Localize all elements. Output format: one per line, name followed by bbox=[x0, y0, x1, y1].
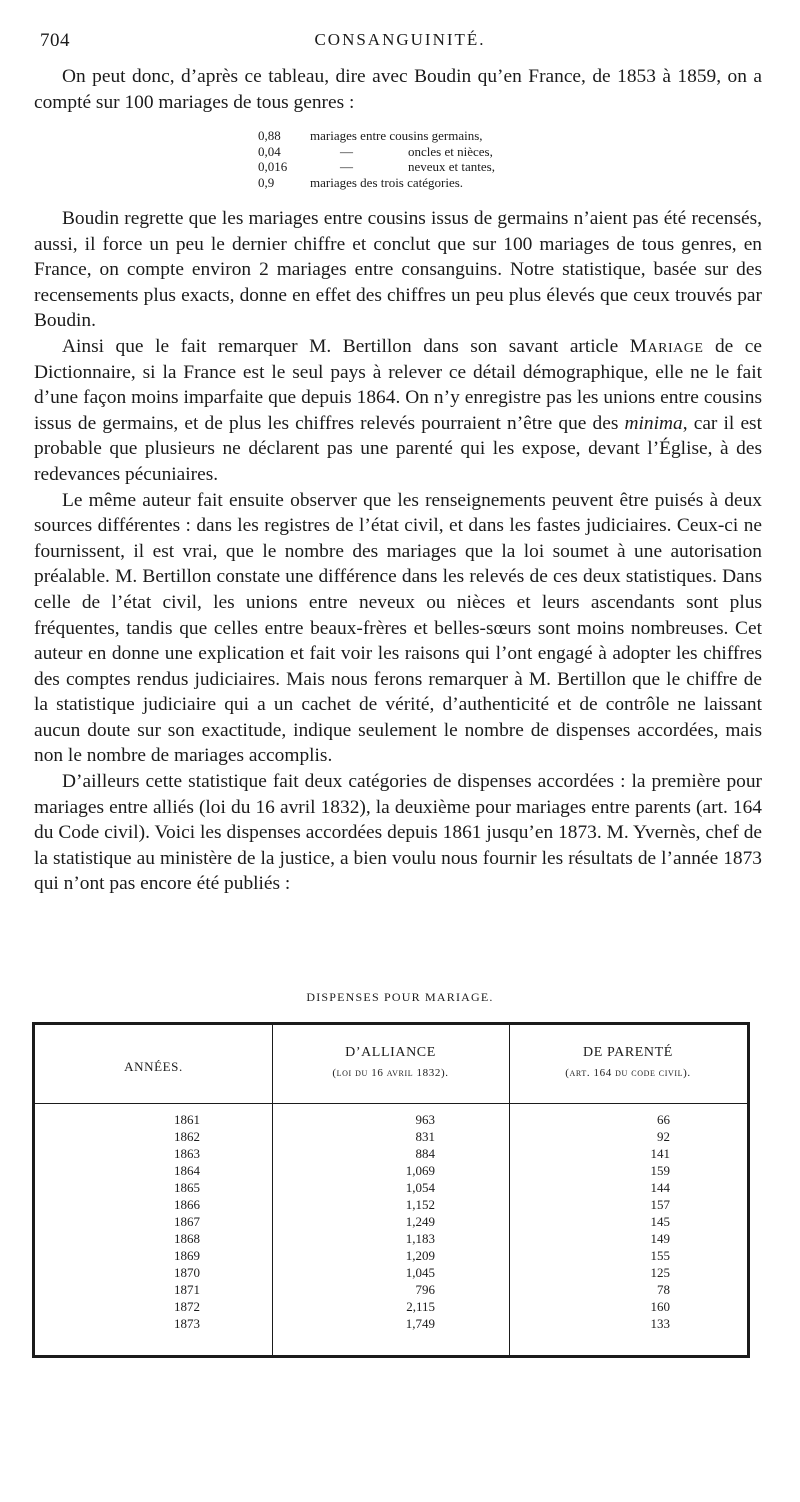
parente-cell: 92 bbox=[657, 1129, 670, 1144]
column-header-parente: DE PARENTÉ (art. 164 du code civil). bbox=[565, 1045, 691, 1079]
table-row bbox=[35, 1282, 747, 1299]
body-paragraph-2: Boudin regrette que les mariages entre cousins issus de germains n’aient pas été recensés, aussi, il force un peu le dernier chiffre et conclut que sur 100 mariages de tous genres, en France, on compte environ 2 mariages entre consanguins. Notre statistique, basée sur des recensements plus exacts, donne en effet des chiffres un peu plus élevés que ceux trouvés par Boudin. bbox=[34, 208, 762, 332]
table-row bbox=[35, 1197, 747, 1214]
table-row bbox=[35, 1129, 747, 1146]
parente-cell: 125 bbox=[650, 1265, 670, 1280]
year-cell: 1871 bbox=[174, 1282, 200, 1297]
year-cell: 1861 bbox=[174, 1112, 200, 1127]
table-row bbox=[35, 1231, 747, 1248]
year-cell: 1865 bbox=[174, 1180, 200, 1195]
year-cell: 1873 bbox=[174, 1316, 200, 1331]
year-cell: 1869 bbox=[174, 1248, 200, 1263]
parente-cell: 144 bbox=[650, 1180, 670, 1195]
table-caption: DISPENSES POUR MARIAGE. bbox=[306, 990, 494, 1004]
alliance-cell: 1,069 bbox=[405, 1163, 435, 1178]
parente-cell: 145 bbox=[650, 1214, 670, 1229]
parente-cell: 157 bbox=[650, 1197, 670, 1212]
year-cell: 1862 bbox=[174, 1129, 200, 1144]
stat-row: 0,016 — neveux et tantes, bbox=[258, 159, 495, 174]
year-cell: 1870 bbox=[174, 1265, 200, 1280]
alliance-cell: 831 bbox=[415, 1129, 435, 1144]
alliance-cell: 1,045 bbox=[405, 1265, 435, 1280]
parente-cell: 160 bbox=[650, 1299, 670, 1314]
body-paragraph-1: On peut donc, d’après ce tableau, dire avec Boudin qu’en France, de 1853 à 1859, on a compté sur 100 mariages de tous genres : bbox=[34, 66, 762, 113]
table-row bbox=[35, 1163, 747, 1180]
year-cell: 1866 bbox=[174, 1197, 200, 1212]
body-text bbox=[34, 206, 762, 897]
year-cell: 1864 bbox=[174, 1163, 200, 1178]
body-paragraph-4: Le même auteur fait ensuite observer que les renseignements peuvent être puisés à deux sources différentes : dans les registres de l’état civil, et dans les fastes judiciaires. Ceux-ci ne fournissent, il est vrai, que le nombre des mariages que la loi soumet à une autorisation préalable. M. Bertillon constate une différence dans les relevés de ces deux statistiques. Dans celle de l’état civil, les unions entre neveux ou nièces et leurs ascendants sont plus fréquentes, tandis que celles entre beaux-frères et belles-sœurs sont moins nombreuses. Cet auteur en donne une explication et fait voir les raisons qui l’ont engagé à adopter les chiffres des comptes rendus judiciaires. Mais nous ferons remarquer à M. Bertillon que le chiffre de la statistique judiciaire qui a un cachet de vérité, d’authenticité et de contrôle ne laissant aucun doute sur son exactitude, indique seulement le nombre de dispenses accordées, mais non le nombre de mariages accomplis. bbox=[34, 489, 762, 767]
marriage-statistics-list bbox=[258, 128, 578, 190]
parente-cell: 78 bbox=[657, 1282, 670, 1297]
parente-cell: 141 bbox=[650, 1146, 670, 1161]
alliance-cell: 884 bbox=[415, 1146, 435, 1161]
year-cell: 1872 bbox=[174, 1299, 200, 1314]
body-paragraph-5: D’ailleurs cette statistique fait deux catégories de dispenses accordées : la première pour mariages entre alliés (loi du 16 avril 1832), la deuxième pour mariages entre parents (art. 164 du Code civil). Voici les dispenses accordées depuis 1861 jusqu’en 1873. M. Yvernès, chef de la statistique au ministère de la justice, a bien voulu nous fournir les résultats de l’année 1873 qui n’ont pas encore été publiés : bbox=[34, 771, 762, 895]
alliance-cell: 1,152 bbox=[405, 1197, 435, 1212]
parente-cell: 66 bbox=[657, 1112, 670, 1127]
alliance-cell: 2,115 bbox=[406, 1299, 435, 1314]
parente-cell: 155 bbox=[650, 1248, 670, 1263]
table-row bbox=[35, 1214, 747, 1231]
table-row bbox=[35, 1112, 747, 1129]
article-reference: Mariage bbox=[629, 335, 704, 357]
alliance-cell: 796 bbox=[415, 1282, 435, 1297]
page-header bbox=[40, 30, 760, 60]
parente-cell: 149 bbox=[650, 1231, 670, 1246]
running-title: CONSANGUINITÉ. bbox=[314, 30, 486, 49]
stat-row: 0,04 — oncles et nièces, bbox=[258, 143, 493, 159]
column-header-years: ANNÉES. bbox=[124, 1059, 183, 1074]
year-cell: 1867 bbox=[174, 1214, 200, 1229]
page-number: 704 bbox=[40, 30, 70, 51]
year-cell: 1868 bbox=[174, 1231, 200, 1246]
table-row bbox=[35, 1146, 747, 1163]
table-row bbox=[35, 1316, 747, 1333]
dispenses-table bbox=[32, 1022, 750, 1358]
alliance-cell: 1,209 bbox=[405, 1248, 435, 1263]
italic-term: minima bbox=[624, 412, 683, 434]
year-cell: 1863 bbox=[174, 1146, 200, 1161]
table-row bbox=[35, 1248, 747, 1265]
alliance-cell: 1,249 bbox=[405, 1214, 435, 1229]
alliance-cell: 963 bbox=[415, 1112, 435, 1127]
parente-cell: 159 bbox=[650, 1163, 670, 1178]
alliance-cell: 1,749 bbox=[405, 1316, 435, 1331]
table-row bbox=[35, 1180, 747, 1197]
stat-row: 0,9 mariages des trois catégories. bbox=[258, 174, 464, 190]
table-row bbox=[35, 1265, 747, 1282]
column-header-alliance: D’ALLIANCE (loi du 16 avril 1832). bbox=[332, 1045, 449, 1079]
stat-row: 0,88 mariages entre cousins germains, bbox=[258, 128, 483, 143]
alliance-cell: 1,183 bbox=[405, 1231, 435, 1246]
table-row bbox=[35, 1299, 747, 1316]
alliance-cell: 1,054 bbox=[405, 1180, 435, 1195]
parente-cell: 133 bbox=[650, 1316, 670, 1331]
body-paragraph-3: Ainsi que le fait remarquer M. Bertillon dans son savant article Mariage de ce Dictionnaire, si la France est le seul pays à relever ce détail démographique, elle ne le fait d’une façon moins imparfaite que depuis 1864. On n’y enregistre pas les unions entre cousins issus de germains, et de plus les chiffres relevés pourraient n’être que des minima, car il est probable que plusieurs ne déclarent pas une parenté qui les expose, devant l’Église, à des redevances pécuniaires. bbox=[34, 335, 762, 485]
